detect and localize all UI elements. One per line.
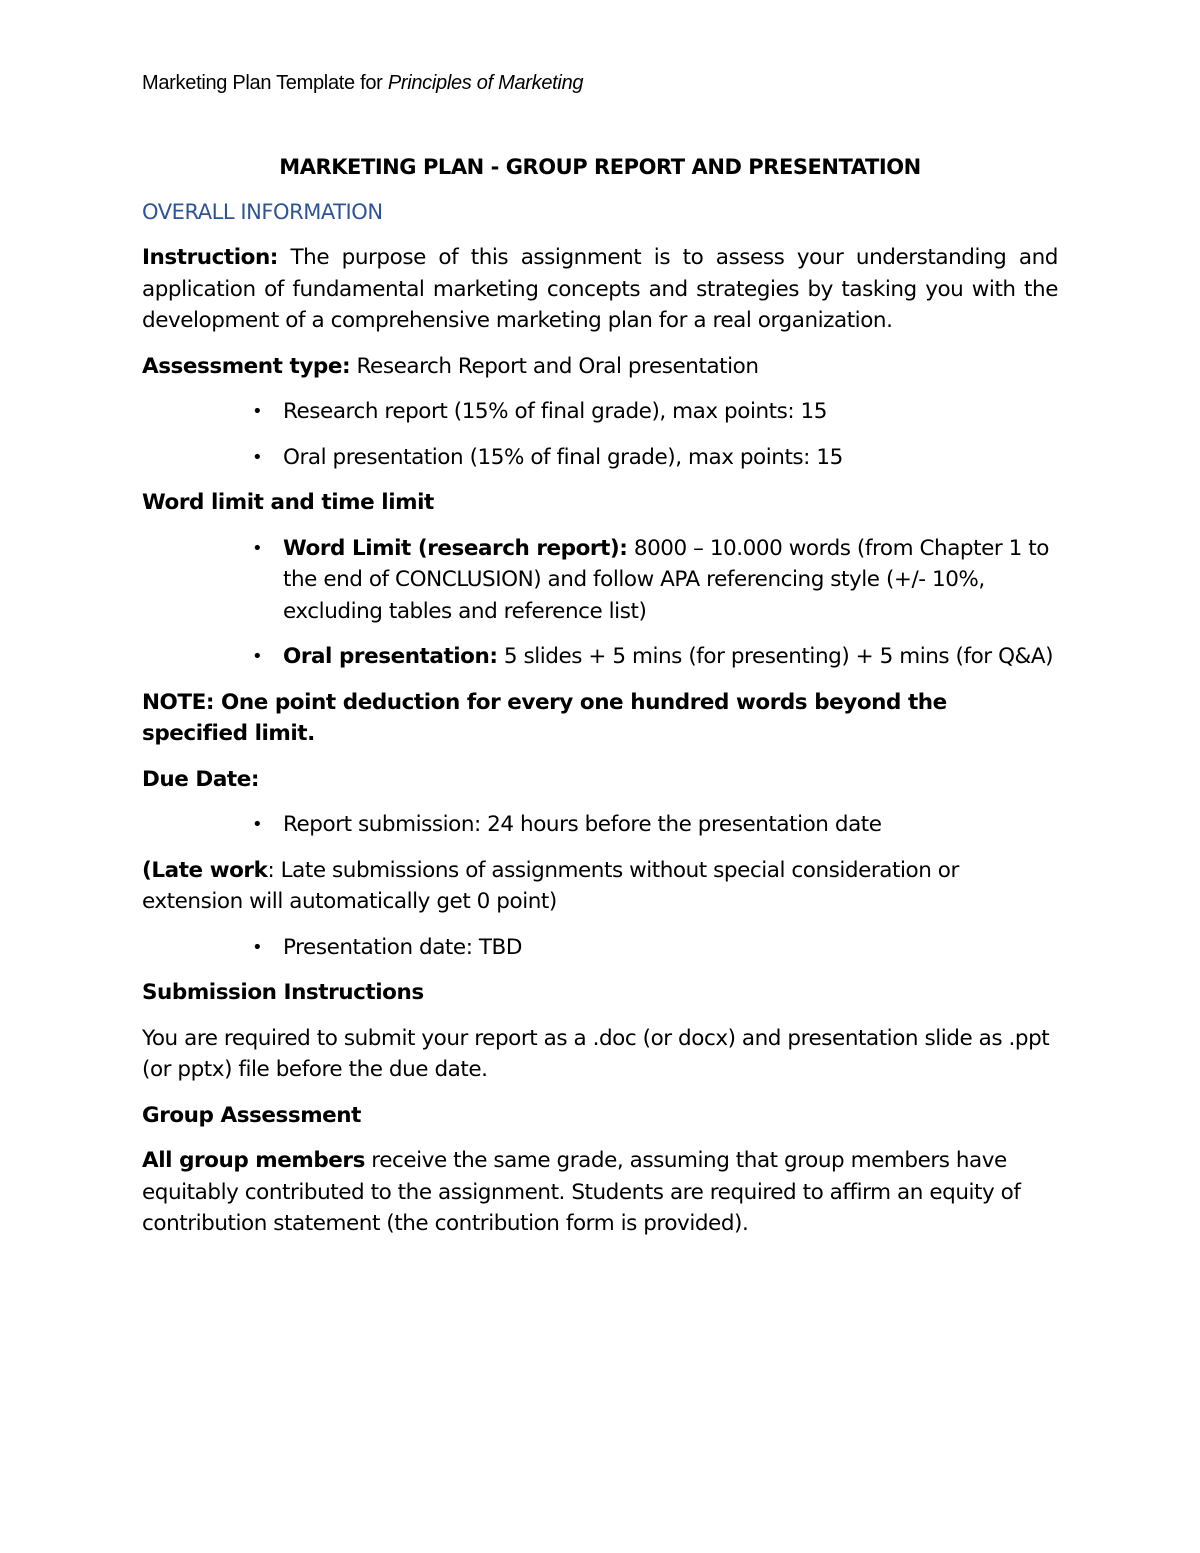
- header-course-name: Principles of Marketing: [387, 72, 584, 94]
- assessment-type-label: Assessment type:: [142, 353, 351, 379]
- list-item: [142, 932, 1058, 964]
- instruction-label: Instruction:: [142, 245, 278, 270]
- document-body: [142, 152, 1058, 1254]
- list-item: [142, 641, 1058, 673]
- document-title: MARKETING PLAN - GROUP REPORT AND PRESENTATION: [279, 155, 921, 179]
- late-work-open-paren: (: [142, 857, 152, 883]
- late-work-text: : Late submissions of assignments without special consideration or extension will automatically get 0 point): [142, 857, 959, 914]
- presentation-date-list: [142, 932, 1058, 964]
- submission-paragraph: You are required to submit your report as a .doc (or docx) and presentation slide as .ppt (or pptx) file before the due date.: [142, 1025, 1050, 1082]
- list-item: [142, 442, 1058, 474]
- late-work-label: Late work: [151, 857, 268, 883]
- bullet-icon: •: [252, 936, 263, 958]
- group-assessment-label: All group members: [142, 1148, 365, 1173]
- limits-list: [142, 533, 1058, 673]
- bullet-icon: •: [252, 446, 263, 468]
- due-date-list: [142, 809, 1058, 841]
- list-item-text: Oral presentation (15% of final grade), max points: 15: [283, 444, 843, 470]
- late-work-paragraph: [142, 855, 1058, 918]
- header-prefix: Marketing Plan Template for: [142, 72, 388, 94]
- word-limit-label: Word Limit (research report):: [283, 535, 628, 561]
- bullet-icon: •: [252, 537, 263, 559]
- group-assessment-paragraph: [142, 1145, 1058, 1240]
- group-assessment-text: receive the same grade, assuming that group members have equitably contributed to the assignment. Students are required to affirm an equity of contribution statement (the contribution form is provided).: [142, 1148, 1021, 1236]
- list-item: [142, 809, 1058, 841]
- group-assessment-heading: Group Assessment: [142, 1102, 361, 1128]
- note-paragraph: NOTE: One point deduction for every one hundred words beyond the specified limit.: [142, 689, 947, 746]
- list-item: [142, 396, 1058, 428]
- list-item-text: Research report (15% of final grade), max points: 15: [283, 399, 828, 424]
- oral-presentation-label: Oral presentation:: [283, 644, 498, 669]
- instruction-text: The purpose of this assignment is to assess your understanding and application of fundamental marketing concepts and strategies by tasking you with the development of a comprehensive marketing plan for a real organization.: [142, 245, 1058, 333]
- bullet-icon: •: [252, 814, 263, 835]
- instruction-paragraph: [142, 242, 1058, 337]
- list-item: [142, 533, 1058, 628]
- bullet-icon: •: [252, 401, 263, 422]
- due-date-heading: Due Date:: [142, 766, 259, 792]
- assessment-type-text: Research Report and Oral presentation: [350, 353, 759, 379]
- limits-heading: Word limit and time limit: [142, 490, 434, 515]
- presentation-date-text: Presentation date: TBD: [283, 934, 522, 960]
- page-header: [142, 72, 583, 95]
- oral-presentation-text: 5 slides + 5 mins (for presenting) + 5 mins (for Q&A): [497, 644, 1054, 669]
- report-submission-text: Report submission: 24 hours before the presentation date: [283, 812, 882, 837]
- assessment-type-paragraph: [142, 351, 1058, 383]
- section-heading-overall-information: OVERALL INFORMATION: [142, 199, 383, 224]
- bullet-icon: •: [252, 646, 263, 667]
- submission-heading: Submission Instructions: [142, 980, 424, 1005]
- word-limit-text: 8000 – 10.000 words (from Chapter 1 to the end of CONCLUSION) and follow APA referencing style (+/- 10%, excluding tables and reference list): [283, 535, 1049, 624]
- assessment-type-list: [142, 396, 1058, 473]
